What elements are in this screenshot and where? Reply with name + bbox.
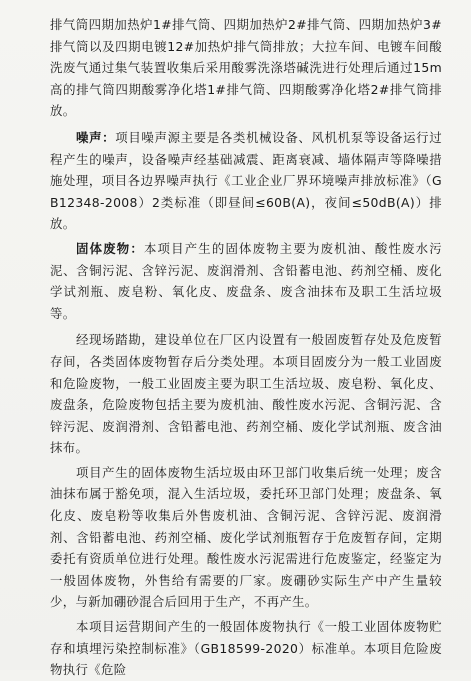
noise-body: 项目噪声源主要是各类机械设备、风机机泵等设备运行过程产生的噪声，设备噪声经基础减震、距离衰减、墙体隔声等降噪措施处理，项目各边界噪声执行《工业企业厂界环境噪声排放标准》（GB12348-2008）2类标准（即昼间≤60B(A)，夜间≤50dB(A)）排放。 [50, 129, 442, 232]
paragraph-site-survey: 经现场踏勘，建设单位在厂区内设置有一般固废暂存处及危废暂存间，各类固体废物暂存后分类处理。本项目固废分为一般工业固废和危险废物，一般工业固废主要为职工生活垃圾、废皂粉、氧化皮、废盘条，危险废物包括主要为废机油、酸性废水污泥、含铜污泥、含锌污泥、废润滑剂、含铅蓄电池、药剂空桶、废化学试剂瓶、废含油抹布。 [50, 332, 442, 456]
paragraph-noise [50, 127, 442, 235]
paragraph-waste-handling: 项目产生的固体废物生活垃圾由环卫部门收集后统一处理；废含油抹布属于豁免项，混入生活垃圾，委托环卫部门处理；废盘条、氧化皮、废皂粉等收集后外售废机油、含铜污泥、含锌污泥、废润滑剂、含铅蓄电池、药剂空桶、废化学试剂瓶暂存于危废暂存间，定期委托有资质单位进行处理。酸性废水污泥需进行危废鉴定，经鉴定为一般固体废物，外售给有需要的厂家。废硼砂实际生产中产生量较少，与新加硼砂混合后回用于生产，不再产生。 [50, 464, 442, 610]
paragraph-exhaust-continuation: 排气筒四期加热炉1#排气筒、四期加热炉2#排气筒、四期加热炉3#排气筒以及四期电镀12#加热炉排气筒排放；大拉车间、电镀车间酸洗废气通过集气装置收集后采用酸雾洗涤塔碱洗进行处理后通过15m高的排气筒四期酸雾净化塔1#排气筒、四期酸雾净化塔2#排气筒排放。 [50, 17, 442, 119]
document-body [50, 14, 442, 681]
paragraph-solid-waste [50, 238, 442, 324]
paragraph-standards: 本项目运营期间产生的一般固体废物执行《一般工业固体废物贮存和填埋污染控制标准》（GB18599-2020）标准单。本项目危险废物执行《危险 [50, 619, 442, 678]
solid-waste-heading: 固体废物： [76, 240, 144, 256]
solid-waste-body: 本项目产生的固体废物主要为废机油、酸性废水污泥、含铜污泥、含锌污泥、废润滑剂、含铅蓄电池、药剂空桶、废化学试剂瓶、废皂粉、氧化皮、废盘条、废含油抹布及职工生活垃圾等。 [50, 240, 442, 321]
noise-heading: 噪声： [76, 129, 116, 145]
